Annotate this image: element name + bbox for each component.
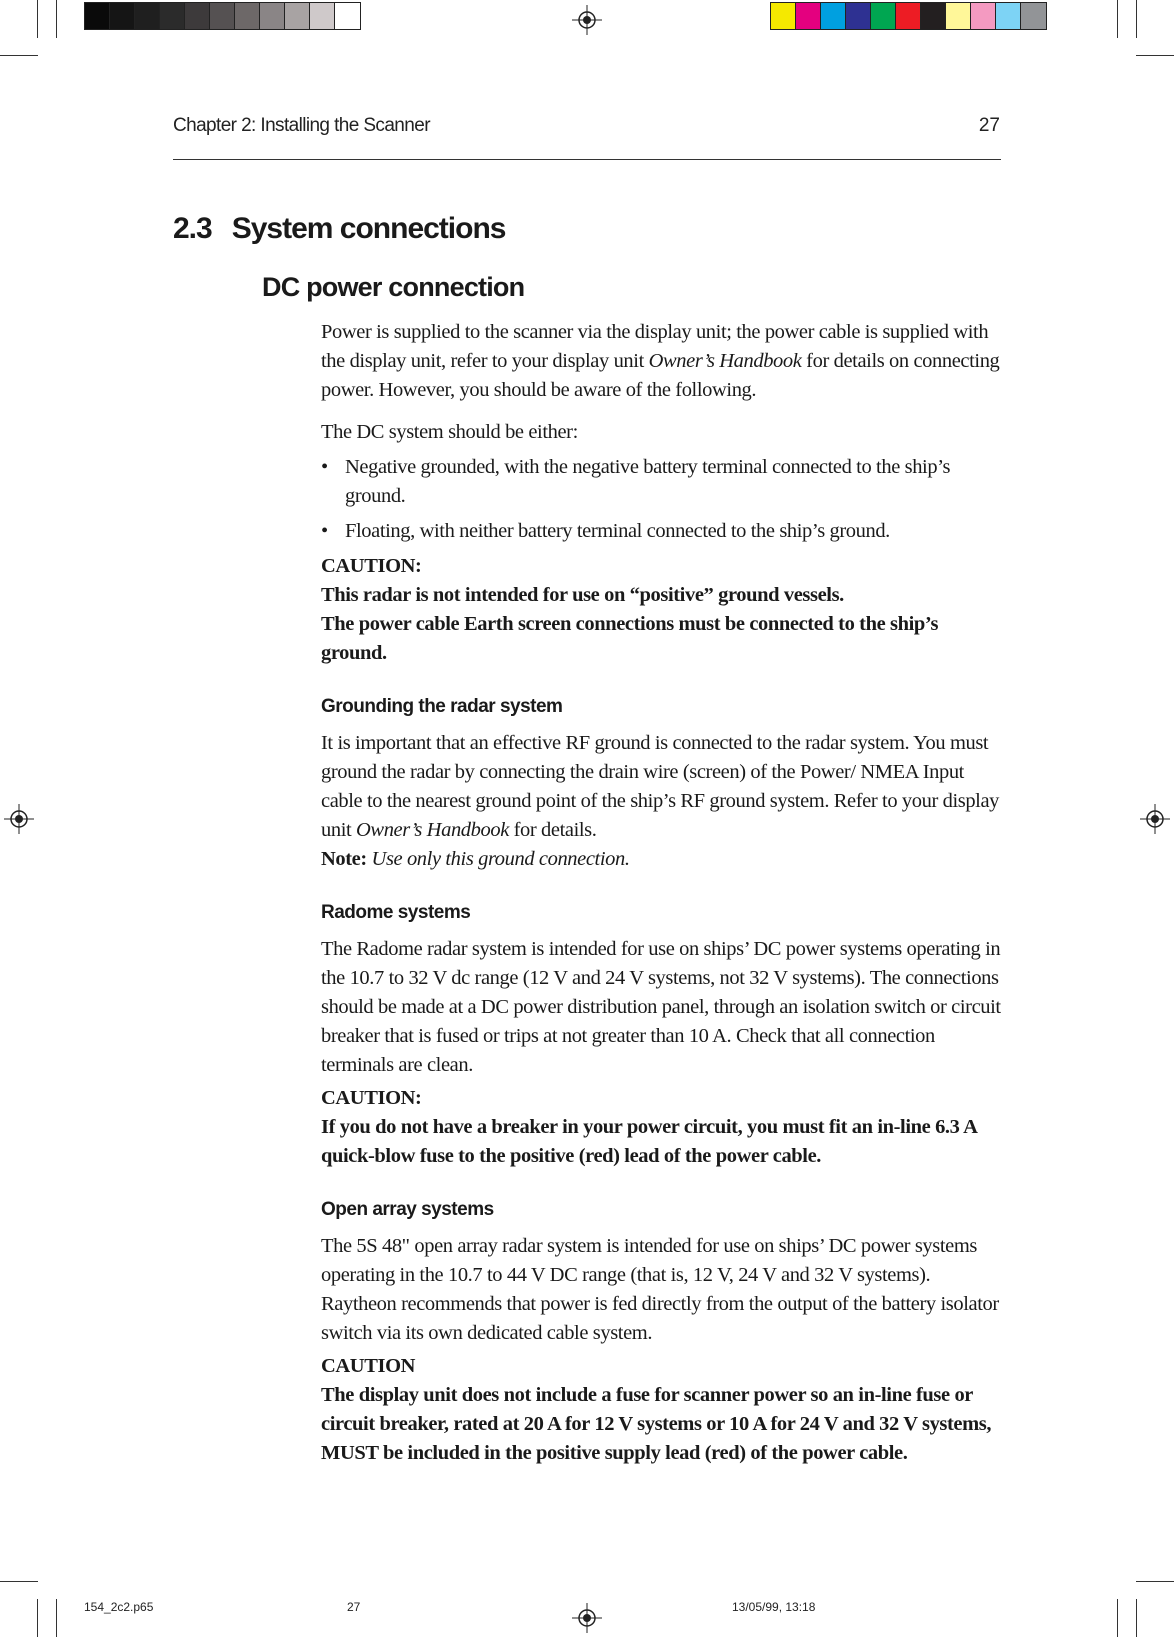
grounding-heading: Grounding the radar system xyxy=(321,696,563,717)
color-swatch-strip xyxy=(770,2,1047,30)
registration-mark-icon xyxy=(1140,804,1170,834)
list-item: • Negative grounded, with the negative battery terminal connected to the ship’s ground. xyxy=(321,453,1005,511)
color-swatch xyxy=(921,3,946,29)
crop-mark xyxy=(56,0,57,38)
running-head: Chapter 2: Installing the Scanner xyxy=(173,115,430,136)
radome-paragraph: The Radome radar system is intended for use on ships’ DC power systems operating in the 10.7 to 32 V dc range (12 V and 24 V systems, not 32 V systems). The connections should be made at a DC power distribution panel, through an isolation switch or circuit breaker that is fused or trips at not greater than 10 A. Check that all connection terminals are clean. xyxy=(321,938,1001,1076)
color-swatch xyxy=(946,3,971,29)
color-swatch xyxy=(821,3,846,29)
color-swatch xyxy=(85,3,110,29)
section-heading xyxy=(173,212,505,246)
footer-filename: 154_2c2.p65 xyxy=(84,1600,154,1614)
crop-mark xyxy=(37,1599,38,1637)
crop-mark xyxy=(1136,0,1137,38)
note-label: Note: xyxy=(321,848,367,870)
text-run: Power is supplied to the scanner via the display unit; the power cable is supplied with the display unit, refer to your display unit xyxy=(321,321,989,372)
note-text: Use only this ground connection. xyxy=(371,848,630,870)
text-run: It is important that an effective RF ground is connected to the radar system. You must ground the radar by connecting the drain wire (screen) of the Power/ NMEA Input cable to the nearest ground point of the ship’s RF ground system. Refer to your display unit xyxy=(321,732,1000,841)
section-title: System connections xyxy=(231,212,506,245)
color-swatch xyxy=(285,3,310,29)
color-swatch xyxy=(335,3,360,29)
crop-mark xyxy=(1117,0,1118,38)
color-swatch xyxy=(260,3,285,29)
footer-timestamp: 13/05/99, 13:18 xyxy=(732,1600,816,1614)
crop-mark xyxy=(0,55,38,56)
color-swatch xyxy=(846,3,871,29)
open-array-heading: Open array systems xyxy=(321,1199,494,1220)
color-swatch xyxy=(185,3,210,29)
color-swatch xyxy=(1021,3,1046,29)
crop-mark xyxy=(1136,1599,1137,1637)
caution-block xyxy=(321,1352,1005,1468)
color-swatch xyxy=(996,3,1021,29)
color-swatch xyxy=(871,3,896,29)
dc-system-list xyxy=(321,453,1005,546)
registration-mark-icon xyxy=(572,5,602,35)
section-number: 2.3 xyxy=(173,212,212,245)
registration-mark-icon xyxy=(4,804,34,834)
crop-mark xyxy=(1117,1599,1118,1637)
gray-swatch-strip xyxy=(84,2,361,30)
color-swatch xyxy=(110,3,135,29)
caution-text: The power cable Earth screen connections must be connected to the ship’s ground. xyxy=(321,613,939,664)
crop-mark xyxy=(1136,1581,1174,1582)
body-content xyxy=(321,318,1005,1468)
crop-mark xyxy=(0,1581,38,1582)
caution-block xyxy=(321,552,1005,668)
color-swatch xyxy=(796,3,821,29)
caution-text: This radar is not intended for use on “positive” ground vessels. xyxy=(321,584,844,606)
page-number: 27 xyxy=(978,115,1000,136)
crop-mark xyxy=(56,1599,57,1637)
list-item: • Floating, with neither battery terminal connected to the ship’s ground. xyxy=(321,517,1005,546)
caution-label: CAUTION: xyxy=(321,1087,422,1109)
caution-text: The display unit does not include a fuse for scanner power so an in-line fuse or circuit breaker, rated at 20 A for 12 V systems or 10 A for 24 V and 32 V systems, MUST be included in the positive supply lead (red) of the power cable. xyxy=(321,1384,992,1464)
crop-mark xyxy=(37,0,38,38)
color-swatch xyxy=(210,3,235,29)
open-array-paragraph: The 5S 48" open array radar system is intended for use on ships’ DC power systems operating in the 10.7 to 44 V DC range (that is, 12 V, 24 V and 32 V systems). Raytheon recommends that power is fed directly from the output of the battery isolator switch via its own dedicated cable system. xyxy=(321,1235,999,1344)
caution-block xyxy=(321,1084,1005,1171)
text-run: for details. xyxy=(508,819,597,841)
color-swatch xyxy=(310,3,335,29)
text-run: for details on connecting power. However, you should be aware of the following. xyxy=(321,350,1000,401)
color-swatch xyxy=(235,3,260,29)
footer-page: 27 xyxy=(347,1600,361,1614)
caution-text: If you do not have a breaker in your power circuit, you must fit an in-line 6.3 A quick-blow fuse to the positive (red) lead of the power cable. xyxy=(321,1116,977,1167)
intro-paragraph xyxy=(321,318,1005,405)
color-swatch xyxy=(771,3,796,29)
note xyxy=(321,845,1005,874)
registration-mark-icon xyxy=(572,1603,602,1633)
subsection-heading: DC power connection xyxy=(262,272,525,302)
caution-label: CAUTION: xyxy=(321,555,422,577)
header-rule xyxy=(173,159,1001,160)
dc-system-paragraph: The DC system should be either: xyxy=(321,421,578,443)
color-swatch xyxy=(896,3,921,29)
grounding-paragraph xyxy=(321,729,1005,845)
radome-heading: Radome systems xyxy=(321,902,471,923)
color-swatch xyxy=(135,3,160,29)
crop-mark xyxy=(1136,55,1174,56)
caution-label: CAUTION xyxy=(321,1355,416,1377)
handbook-title: Owner’s Handbook xyxy=(356,819,509,841)
handbook-title: Owner’s Handbook xyxy=(648,350,802,372)
color-swatch xyxy=(160,3,185,29)
color-swatch xyxy=(971,3,996,29)
